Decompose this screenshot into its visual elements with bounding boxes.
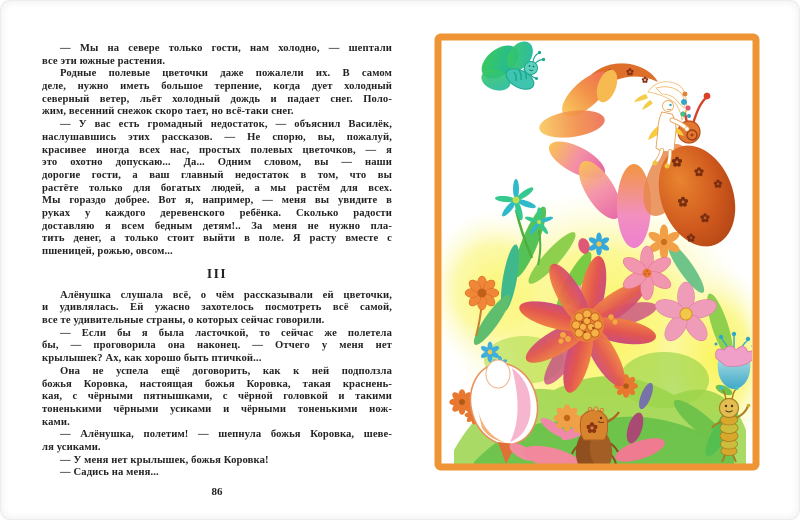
text-line: жим, весенний снежок скоро тает, но всё-таки снег.	[42, 106, 294, 118]
text-line: северный ветер, льёт холодный дождь и падает снег. Поло-	[42, 93, 392, 105]
text-line: пшеницей, рожью, овсом...	[42, 246, 173, 257]
text-line: наслушавшись этих рассказов. — Не спорю, вы, пожалуй,	[42, 131, 392, 143]
text-line: — Мы на севере только гости, нам холодно, — шептали	[60, 43, 392, 54]
text-line: дорогие гости, а ваш главный недостаток в том, что вы	[42, 169, 392, 181]
text-line: деле, нужно иметь большое терпение, когда дует холодный	[42, 81, 392, 93]
green-butterfly	[475, 37, 545, 95]
text-line: и удивлялась. Ей ужасно захотелось посмотреть всё самой,	[42, 302, 392, 314]
text-line: Мы гораздо добрее. Вот я, например, — меня вы увидите в	[42, 195, 392, 207]
text-line: — Алёнушка, полетим! — шепнула божья Коровка, шеве-	[60, 429, 392, 441]
text-line: крылышек? Ах, как хорошо быть птичкой...	[42, 353, 262, 365]
text-line: руках у каждого деревенского ребёнка. Сколько радости	[42, 207, 392, 219]
text-line: доставляю я всем бедным детям!.. За меня не нужно пла-	[42, 220, 392, 232]
text-line: бы, — проговорила она наконец. — Отчего у меня нет	[42, 340, 392, 352]
text-line: Родные полевые цветочки даже пожалели их. В самом	[60, 68, 392, 80]
text-line: божья Коровка, настоящая божья Коровка, такая краснень-	[42, 378, 392, 390]
text-line: это охотно допускаю... Да... Одним словом, вы — наши	[42, 157, 392, 169]
text-line: Алёнушка слушала всё, о чём рассказывали ей цветочки,	[60, 289, 392, 301]
text-line: — Если бы я была ласточкой, то сейчас же полетела	[60, 327, 392, 339]
text-line: — У меня нет крылышек, божья Коровка!	[60, 454, 269, 466]
text-line: растёте только для богатых людей, а мы растём для всех.	[42, 182, 392, 194]
text-line: красивее иногда всех нас, простых полевых цветочков, — я	[42, 144, 392, 156]
framed-illustration	[434, 30, 760, 474]
section-heading: III	[206, 265, 228, 281]
text-line: все те удивительные страны, о которых сейчас говорили.	[42, 315, 325, 327]
text-line: тоненькими чёрными усиками и чёрными тоненькими нож-	[42, 403, 392, 415]
text-line: ля усиками.	[42, 441, 101, 453]
text-line: тить денег, а только стоит выйти в поле. Я расту вместе с	[42, 233, 392, 245]
text-column	[42, 43, 392, 480]
text-line: кая, с чёрными пятнышками, с чёрной головкой и такими	[42, 391, 392, 403]
page-number: 86	[211, 486, 223, 498]
text-line: ками.	[42, 416, 70, 428]
text-line: все эти южные растения.	[42, 55, 166, 67]
text-line: — Садись на меня...	[60, 467, 159, 479]
text-line: — У вас есть громадный недостаток, — объяснил Василёк,	[60, 119, 392, 131]
text-line: Она не успела ещё договорить, как к ней подползла	[60, 365, 392, 377]
